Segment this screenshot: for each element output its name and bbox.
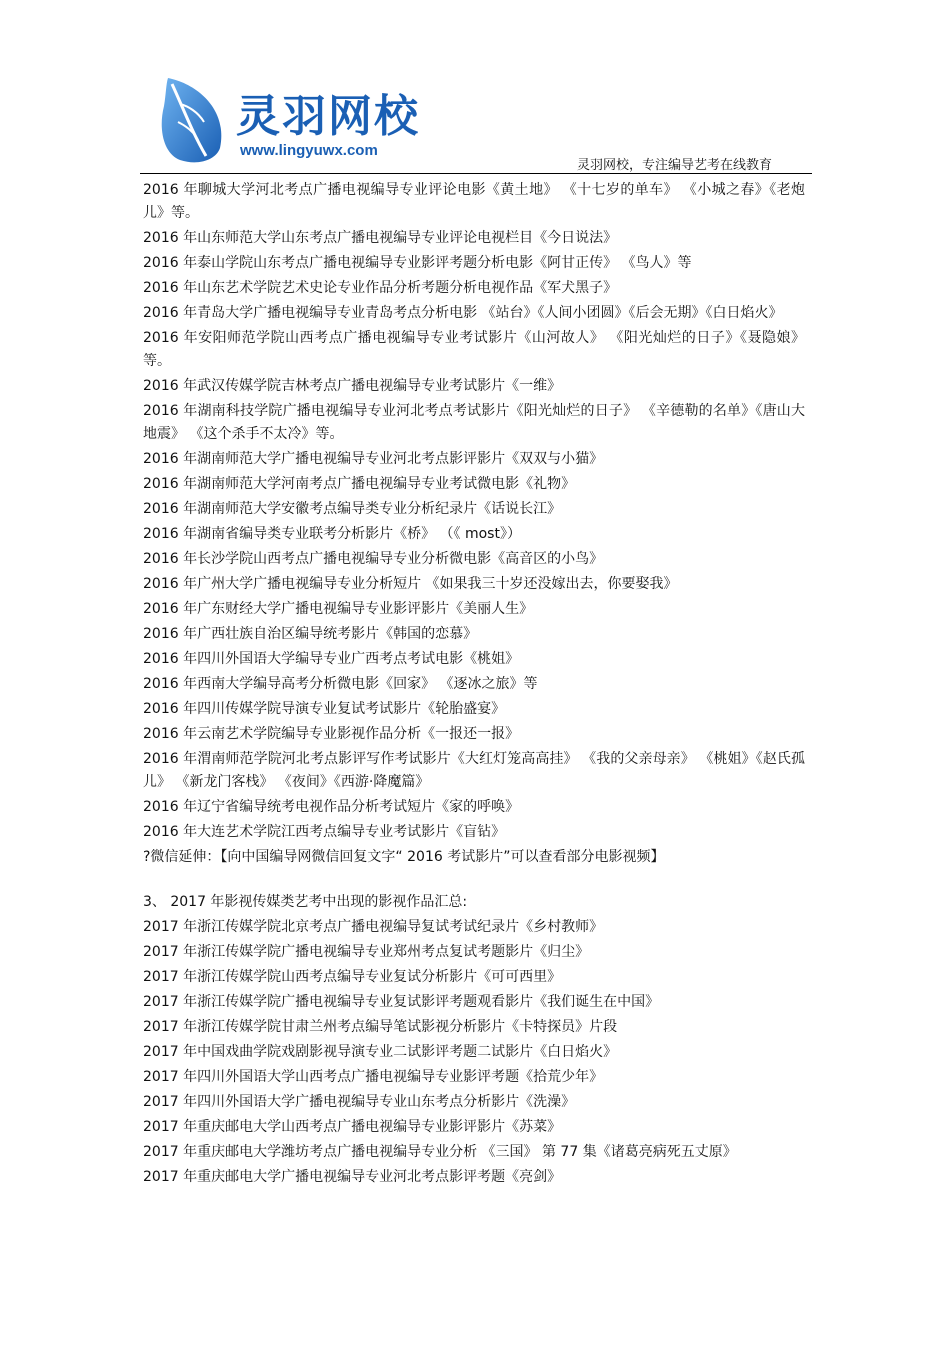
list-item: 2017 年浙江传媒学院广播电视编导专业复试影评考题观看影片《我们诞生在中国》 — [143, 994, 660, 1010]
list-item: 2016 年湖南师范大学广播电视编导专业河北考点影评影片《双双与小猫》 — [143, 451, 604, 467]
section-heading: 3、 2017 年影视传媒类艺考中出现的影视作品汇总: — [143, 894, 468, 910]
list-item: 2017 年中国戏曲学院戏剧影视导演专业二试影评考题二试影片《白日焰火》 — [143, 1044, 618, 1060]
list-item: 2016 年云南艺术学院编导专业影视作品分析《一报还一报》 — [143, 726, 520, 742]
header-divider — [140, 173, 812, 174]
section-gap — [143, 871, 805, 891]
list-item: 2016 年湖南省编导类专业联考分析影片《桥》 （《 most》） — [143, 526, 521, 542]
list-item: 2016 年四川传媒学院导演专业复试考试影片《轮胎盛宴》 — [143, 701, 506, 717]
list-item: 2016 年四川外国语大学编导专业广西考点考试电影《桃姐》 — [143, 651, 520, 667]
list-item: 2016 年广东财经大学广播电视编导专业影评影片《美丽人生》 — [143, 601, 534, 617]
list-item: 2016 年湖南师范大学河南考点广播电视编导专业考试微电影《礼物》 — [143, 476, 576, 492]
page-header — [140, 60, 812, 173]
list-item: 2016 年大连艺术学院江西考点编导专业考试影片《盲钻》 — [143, 824, 506, 840]
list-item: 2016 年长沙学院山西考点广播电视编导专业分析微电影《高音区的小鸟》 — [143, 551, 604, 567]
list-item: 2017 年浙江传媒学院北京考点广播电视编导复试考试纪录片《乡村教师》 — [143, 919, 604, 935]
list-item: 2016 年广西壮族自治区编导统考影片《韩国的恋慕》 — [143, 626, 478, 642]
list-item: 2016 年山东师范大学山东考点广播电视编导专业评论电视栏目《今日说法》 — [143, 230, 618, 246]
list-item: 2016 年辽宁省编导统考电视作品分析考试短片《家的呼唤》 — [143, 799, 520, 815]
list-item: 2016 年山东艺术学院艺术史论专业作品分析考题分析电视作品《军犬黑子》 — [143, 280, 618, 296]
document-body — [143, 179, 805, 1191]
list-item: 2017 年浙江传媒学院广播电视编导专业郑州考点复试考题影片《归尘》 — [143, 944, 590, 960]
list-item: 2016 年渭南师范学院河北考点影评写作考试影片《大红灯笼高高挂》 《我的父亲母亲》 《桃姐》《赵氏孤儿》 《新龙门客栈》 《夜间》《西游·降魔篇》 — [143, 751, 805, 790]
list-item: 2016 年安阳师范学院山西考点广播电视编导专业考试影片《山河故人》 《阳光灿烂的日子》《聂隐娘》等。 — [143, 330, 805, 369]
list-item: 2017 年浙江传媒学院甘肃兰州考点编导笔试影视分析影片《卡特探员》片段 — [143, 1019, 618, 1035]
list-item: 2016 年武汉传媒学院吉林考点广播电视编导专业考试影片《一维》 — [143, 378, 562, 394]
logo-url: www.lingyuwx.com — [240, 142, 378, 159]
list-item: 2017 年重庆邮电大学潍坊考点广播电视编导专业分析 《三国》 第 77 集《诸葛亮病死五丈原》 — [143, 1144, 737, 1160]
list-item: 2016 年西南大学编导高考分析微电影《回家》 《逐冰之旅》等 — [143, 676, 538, 692]
list-item: 2016 年聊城大学河北考点广播电视编导专业评论电影《黄土地》 《十七岁的单车》 《小城之春》《老炮儿》等。 — [143, 182, 805, 221]
header-tagline: 灵羽网校，专注编导艺考在线教育 — [576, 158, 772, 173]
list-item: 2017 年重庆邮电大学山西考点广播电视编导专业影评影片《苏菜》 — [143, 1119, 562, 1135]
list-item: 2016 年湖南师范大学安徽考点编导类专业分析纪录片《话说长江》 — [143, 501, 562, 517]
wechat-note: ?微信延伸：【向中国编导网微信回复文字“ 2016 考试影片”可以查看部分电影视频】 — [143, 849, 665, 865]
list-item: 2016 年湖南科技学院广播电视编导专业河北考点考试影片《阳光灿烂的日子》 《辛德勒的名单》《唐山大地震》 《这个杀手不太冷》等。 — [143, 403, 805, 442]
feather-logo-icon — [158, 70, 230, 166]
logo-text: 灵羽网校 — [236, 91, 420, 142]
list-item: 2017 年四川外国语大学广播电视编导专业山东考点分析影片《洗澡》 — [143, 1094, 576, 1110]
list-item: 2016 年广州大学广播电视编导专业分析短片 《如果我三十岁还没嫁出去，你要娶我》 — [143, 576, 678, 592]
list-item: 2017 年重庆邮电大学广播电视编导专业河北考点影评考题《亮剑》 — [143, 1169, 562, 1185]
list-item: 2017 年浙江传媒学院山西考点编导专业复试分析影片《可可西里》 — [143, 969, 562, 985]
list-item: 2017 年四川外国语大学山西考点广播电视编导专业影评考题《拾荒少年》 — [143, 1069, 604, 1085]
list-item: 2016 年青岛大学广播电视编导专业青岛考点分析电影 《站台》《人间小团圆》《后会无期》《白日焰火》 — [143, 305, 783, 321]
list-item: 2016 年泰山学院山东考点广播电视编导专业影评考题分析电影《阿甘正传》 《鸟人》等 — [143, 255, 692, 271]
